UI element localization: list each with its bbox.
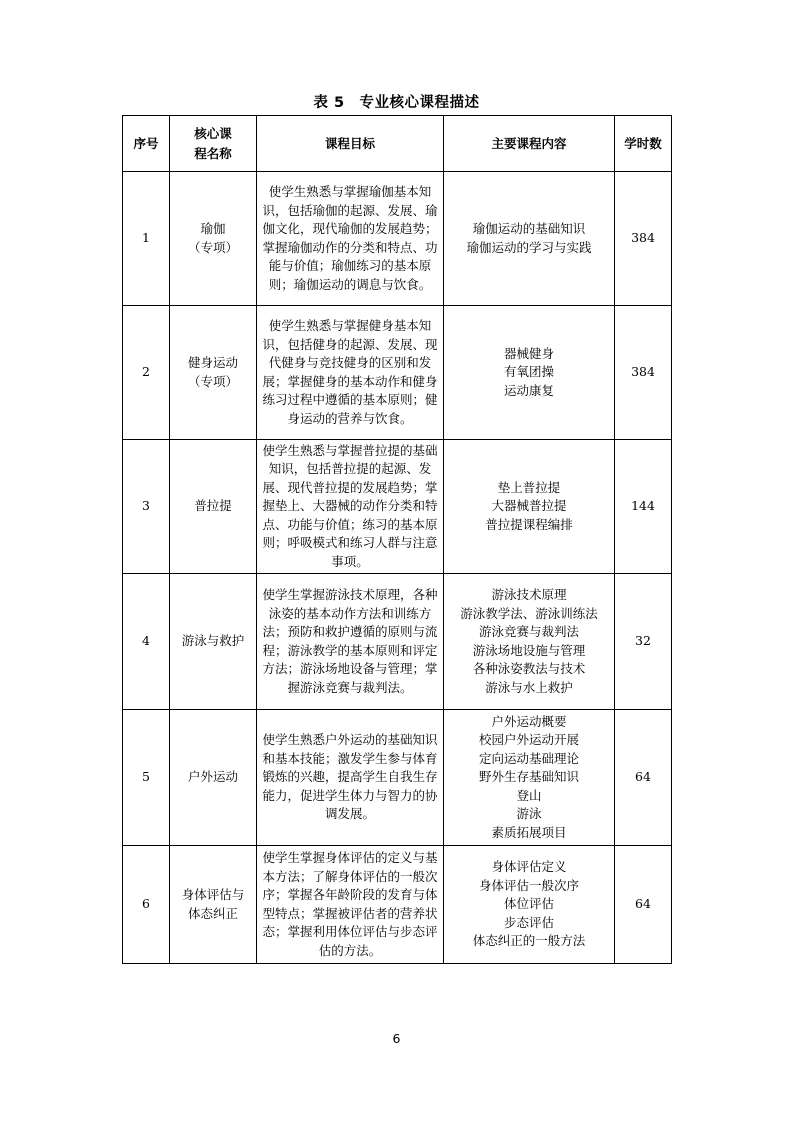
header-hours: 学时数 xyxy=(615,116,672,172)
content-item: 游泳教学法、游泳训练法 xyxy=(460,605,598,621)
cell-goal: 使学生熟悉与掌握瑜伽基本知识，包括瑜伽的起源、发展、瑜伽文化，现代瑜伽的发展趋势；掌握瑜伽动作的分类和特点、功能与价值；瑜伽练习的基本原则；瑜伽运动的调息与饮食。 xyxy=(257,172,444,306)
content-item: 大器械普拉提 xyxy=(491,498,567,514)
cell-num: 3 xyxy=(123,440,170,574)
cell-num: 4 xyxy=(123,574,170,710)
content-item: 野外生存基础知识 xyxy=(478,769,579,785)
content-item: 游泳与水上救护 xyxy=(485,679,573,695)
content-item: 定向运动基础理论 xyxy=(478,750,579,766)
content-item: 游泳 xyxy=(516,806,542,822)
cell-num: 1 xyxy=(123,172,170,306)
core-course-table xyxy=(122,115,672,964)
header-name-line: 程名称 xyxy=(194,145,232,161)
table-row xyxy=(123,440,672,574)
cell-content xyxy=(444,172,615,306)
content-item: 体位评估 xyxy=(503,896,554,912)
cell-name-line: （专项） xyxy=(187,239,238,255)
cell-content xyxy=(444,574,615,710)
content-item: 垫上普拉提 xyxy=(497,479,561,495)
cell-hours: 64 xyxy=(615,710,672,846)
cell-name-line: 体态纠正 xyxy=(187,905,238,921)
cell-content xyxy=(444,846,615,964)
content-item: 登山 xyxy=(516,787,542,803)
cell-content xyxy=(444,306,615,440)
content-item: 瑜伽运动的基础知识 xyxy=(472,221,586,236)
content-item: 游泳技术原理 xyxy=(491,587,567,602)
cell-name xyxy=(170,574,257,710)
content-item: 瑜伽运动的学习与实践 xyxy=(466,239,592,255)
content-item: 身体评估定义 xyxy=(491,859,567,875)
header-num: 序号 xyxy=(123,116,170,172)
table-caption: 表 5 专业核心课程描述 xyxy=(313,95,480,111)
cell-name-line: 身体评估与 xyxy=(181,887,245,902)
cell-name-line: 健身运动 xyxy=(187,355,238,370)
content-item: 有氧团操 xyxy=(503,364,554,380)
cell-hours: 32 xyxy=(615,574,672,710)
cell-name xyxy=(170,172,257,306)
table-row xyxy=(123,306,672,440)
content-item: 运动康复 xyxy=(503,382,554,398)
cell-goal: 使学生熟悉与掌握健身基本知识，包括健身的起源、发展、现代健身与竞技健身的区别和发展；掌握健身的基本动作和健身练习过程中遵循的基本原则；健身运动的营养与饮食。 xyxy=(257,306,444,440)
cell-num: 5 xyxy=(123,710,170,846)
cell-goal: 使学生熟悉与掌握普拉提的基础知识，包括普拉提的起源、发展、现代普拉提的发展趋势；掌握垫上、大器械的动作分类和特点、功能与价值；练习的基本原则；呼吸模式和练习人群与注意事项。 xyxy=(257,440,444,574)
cell-name xyxy=(170,440,257,574)
content-item: 体态纠正的一般方法 xyxy=(472,933,586,949)
table-row xyxy=(123,172,672,306)
cell-goal: 使学生掌握游泳技术原理，各种泳姿的基本动作方法和训练方法；预防和救护遵循的原则与流程；游泳教学的基本原则和评定方法；游泳场地设备与管理；掌握游泳竞赛与裁判法。 xyxy=(257,574,444,710)
header-name xyxy=(170,116,257,172)
cell-num: 2 xyxy=(123,306,170,440)
cell-hours: 384 xyxy=(615,306,672,440)
header-name-line: 核心课 xyxy=(194,125,232,141)
cell-hours: 64 xyxy=(615,846,672,964)
cell-hours: 384 xyxy=(615,172,672,306)
cell-name xyxy=(170,306,257,440)
table-row xyxy=(123,846,672,964)
content-item: 身体评估一般次序 xyxy=(478,877,579,893)
table-row xyxy=(123,710,672,846)
cell-name-line: （专项） xyxy=(187,373,238,389)
table-row xyxy=(123,574,672,710)
header-goal: 课程目标 xyxy=(257,116,444,172)
content-item: 游泳场地设施与管理 xyxy=(472,642,586,658)
cell-hours: 144 xyxy=(615,440,672,574)
cell-name-line: 游泳与救护 xyxy=(181,633,245,649)
cell-name-line: 普拉提 xyxy=(194,498,232,514)
cell-name xyxy=(170,710,257,846)
header-content: 主要课程内容 xyxy=(444,116,615,172)
content-item: 校园户外运动开展 xyxy=(478,732,579,748)
table-header-row xyxy=(123,116,672,172)
cell-content xyxy=(444,440,615,574)
content-item: 器械健身 xyxy=(503,345,554,361)
cell-num: 6 xyxy=(123,846,170,964)
content-item: 户外运动概要 xyxy=(491,713,567,729)
cell-name-line: 瑜伽 xyxy=(200,221,226,236)
content-item: 各种泳姿教法与技术 xyxy=(472,661,586,676)
cell-content xyxy=(444,710,615,846)
content-item: 素质拓展项目 xyxy=(491,824,567,840)
cell-goal: 使学生掌握身体评估的定义与基本方法；了解身体评估的一般次序；掌握各年龄阶段的发育与体型特点；掌握被评估者的营养状态；掌握利用体位评估与步态评估的方法。 xyxy=(257,846,444,964)
cell-goal: 使学生熟悉户外运动的基础知识和基本技能；激发学生参与体育锻炼的兴趣，提高学生自我生存能力，促进学生体力与智力的协调发展。 xyxy=(257,710,444,846)
content-item: 步态评估 xyxy=(503,914,554,930)
content-item: 普拉提课程编排 xyxy=(485,516,573,532)
page-number: 6 xyxy=(392,1031,401,1046)
content-item: 游泳竞赛与裁判法 xyxy=(478,624,579,639)
cell-name-line: 户外运动 xyxy=(187,769,238,785)
cell-name xyxy=(170,846,257,964)
